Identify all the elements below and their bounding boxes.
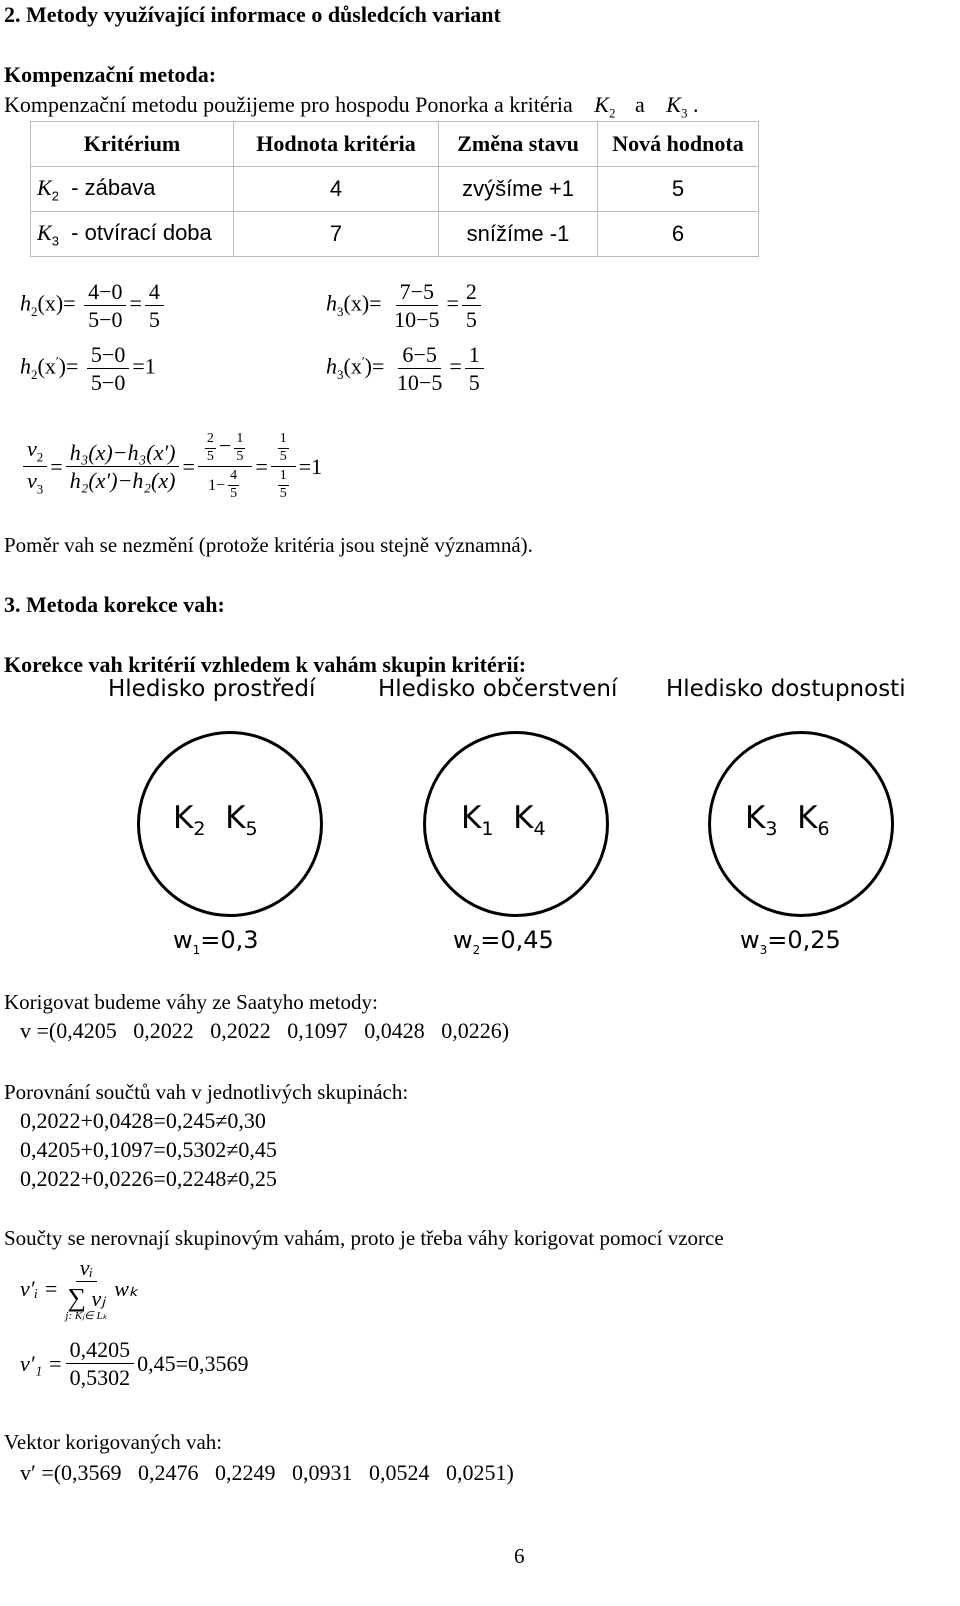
denominator: 5 [279, 486, 287, 502]
table-header: Nová hodnota [598, 122, 759, 167]
eq-sub: 3 [337, 367, 344, 383]
criterion: K [797, 800, 818, 836]
sum-index: j: Kⱼ∈ Lₖ [65, 1310, 108, 1323]
eq-sign: = [129, 290, 142, 316]
intro-k2-sub: 2 [608, 105, 616, 121]
saaty-label: Korigovat budeme váhy ze Saatyho metody: [4, 990, 378, 1014]
formula [20, 1256, 138, 1323]
group-criteria [173, 800, 258, 840]
group-label: Hledisko dostupnosti [666, 676, 906, 702]
denominator [61, 1282, 111, 1323]
equation-h2xp [20, 343, 156, 394]
equation-h3xp [326, 343, 487, 394]
fraction [228, 469, 239, 501]
numerator: 2 [462, 280, 481, 306]
fraction [145, 280, 164, 331]
sum-symbol: ∑ [67, 1283, 87, 1313]
weight-value: =0,3 [200, 926, 259, 954]
criterion-symbol: K [37, 219, 52, 245]
numerator: vᵢ [76, 1256, 97, 1282]
eq-result: =1 [132, 353, 156, 379]
ratio-v3: v [27, 468, 37, 494]
weight-value: =0,25 [767, 926, 841, 954]
group-criteria [745, 800, 830, 840]
denominator: 5 [279, 448, 287, 464]
eq-prime: ′ [55, 353, 59, 369]
eq-sub: 3 [337, 304, 344, 320]
table-row [31, 212, 759, 257]
fraction [390, 280, 443, 331]
fraction [84, 280, 126, 331]
equation-ratio: $\frac{v_2}{v_3}$ = $\frac{\text{h₃(x)−h₃(x′)}}{\text{h₂(x′)−h₂(x)}}$ = $\frac{2}{5}$ − $\frac{1}{5}$ 1− $\frac{4}{5}$ = $\frac{\frac{1}{5}}{\frac{1}{5}}$ =1 [20, 432, 322, 502]
weight-sub: 3 [759, 942, 768, 957]
denominator: 0,5302 [69, 1365, 131, 1391]
section-subheading: Korekce vah kritérií vzhledem k vahám skupin kritérií: [4, 652, 527, 677]
numerator: h₃(x)−h₃(x′) [66, 441, 180, 467]
intro-line [4, 92, 698, 121]
table-cell: 7 [234, 212, 439, 257]
numerator: 4 [145, 280, 164, 306]
fraction [393, 343, 446, 394]
numerator [271, 432, 296, 467]
group-criteria [461, 800, 546, 840]
denominator [23, 467, 47, 496]
numerator: 1 [465, 343, 484, 369]
intro-end: . [692, 92, 699, 117]
criterion: K [225, 800, 246, 836]
result-vector: v′ =(0,3569 0,2476 0,2249 0,0931 0,0524 0,0251) [20, 1460, 514, 1485]
table-cell: 5 [598, 167, 759, 212]
compare-line: 0,2022+0,0226=0,2248≠0,25 [20, 1166, 277, 1191]
fraction [23, 437, 47, 496]
table-header: Hodnota kritéria [234, 122, 439, 167]
weight-symbol: w [173, 926, 193, 954]
weight-symbol: w [740, 926, 760, 954]
eq-symbol: h [326, 290, 337, 316]
denominator: 5−0 [90, 370, 126, 396]
criteria-table [30, 121, 759, 257]
numerator: 1 [278, 432, 289, 449]
eq-sign: = [449, 353, 462, 379]
table-cell: snížíme -1 [439, 212, 598, 257]
fraction [66, 441, 180, 492]
fraction [234, 432, 245, 464]
table-cell: zvýšíme +1 [439, 167, 598, 212]
compare-line: 0,4205+0,1097=0,5302≠0,45 [20, 1137, 277, 1162]
table-cell: 4 [234, 167, 439, 212]
equation-h2x [20, 280, 167, 331]
minus: − [218, 433, 232, 459]
denominator [271, 467, 296, 501]
denominator: h₂(x′)−h₂(x) [69, 468, 176, 494]
group-weight [173, 926, 259, 957]
weight-value: =0,45 [480, 926, 554, 954]
eq-arg: (x)= [37, 290, 76, 316]
numerator: 7−5 [396, 280, 438, 306]
eq-sub: 2 [31, 367, 38, 383]
eq-arg: (x)= [343, 290, 382, 316]
numerator [198, 432, 252, 467]
table-cell [31, 167, 234, 212]
denominator: 5 [206, 448, 214, 464]
numerator: 4 [228, 469, 239, 486]
ratio-v3-sub: 3 [36, 481, 44, 497]
denominator: 10−5 [394, 307, 440, 333]
criterion-sub: 2 [193, 818, 206, 841]
fraction [278, 469, 289, 501]
result-label: Vektor korigovaných vah: [4, 1430, 223, 1454]
criterion: K [745, 800, 766, 836]
criterion: K [173, 800, 194, 836]
group-label: Hledisko prostředí [108, 676, 316, 702]
table-cell [31, 212, 234, 257]
method-title: Kompenzační metoda: [4, 62, 217, 87]
eq-prime: ′ [361, 353, 365, 369]
eq-symbol: h [20, 353, 31, 379]
table-cell: 6 [598, 212, 759, 257]
table-header: Kritérium [31, 122, 234, 167]
eq-sign: = [446, 290, 459, 316]
table-header-row [31, 122, 759, 167]
example-lhs: v′₁ = [20, 1350, 63, 1376]
ratio-v2-sub: 2 [36, 449, 44, 465]
formula-weight: wₖ [114, 1276, 139, 1302]
denominator: 5 [230, 486, 238, 502]
formula-lhs: v′ᵢ = [20, 1276, 59, 1302]
eq-symbol: h [326, 353, 337, 379]
eq-arg: (x [343, 353, 362, 379]
ratio-result: =1 [298, 453, 323, 479]
criterion-name: - otvírací doba [71, 219, 212, 245]
fraction [66, 1338, 135, 1389]
numerator: 4−0 [84, 280, 126, 306]
fraction [462, 280, 481, 331]
denominator: 5 [148, 307, 160, 333]
fraction [465, 343, 484, 394]
denominator: 10−5 [396, 370, 443, 396]
criterion-sub: 1 [481, 818, 494, 841]
one-minus: 1− [208, 477, 226, 495]
fraction [87, 343, 129, 394]
formula-example [20, 1338, 249, 1389]
numerator: 0,4205 [66, 1338, 135, 1364]
numerator: 2 [205, 432, 216, 449]
section-heading: 3. Metoda korekce vah: [4, 592, 225, 617]
formula-note: Součty se nerovnají skupinovým vahám, proto je třeba váhy korigovat pomocí vzorce [4, 1226, 724, 1250]
table-header: Změna stavu [439, 122, 598, 167]
ratio-note: Poměr vah se nezmění (protože kritéria jsou stejně významná). [4, 533, 533, 557]
group-weight [453, 926, 554, 957]
page-number: 6 [514, 1544, 525, 1568]
denominator: 5 [465, 307, 477, 333]
intro-text: Kompenzační metodu použijeme pro hospodu Ponorka a kritéria [4, 92, 573, 117]
criterion: K [513, 800, 534, 836]
eq-close: )= [364, 353, 385, 379]
denominator [204, 467, 246, 501]
ratio-v2: v [27, 436, 37, 462]
sum-term: vⱼ [91, 1286, 106, 1312]
intro-and: a [634, 92, 645, 117]
eq-symbol: h [20, 290, 31, 316]
table-row [31, 167, 759, 212]
weight-sub: 1 [192, 942, 201, 957]
fraction [278, 432, 289, 464]
intro-k3-sub: 3 [680, 105, 688, 121]
intro-k3: K [666, 92, 681, 117]
criterion: K [461, 800, 482, 836]
criterion-sub: 3 [765, 818, 778, 841]
fraction [61, 1256, 111, 1323]
fraction [198, 432, 252, 502]
example-rest: 0,45=0,3569 [137, 1350, 249, 1376]
fraction [205, 432, 216, 464]
compare-line: 0,2022+0,0428=0,245≠0,30 [20, 1108, 266, 1133]
intro-k2: K [594, 92, 609, 117]
numerator: 1 [234, 432, 245, 449]
eq-arg: (x [37, 353, 56, 379]
criterion-sub: 5 [245, 818, 258, 841]
denominator: 5 [468, 370, 480, 396]
denominator: 5 [236, 448, 244, 464]
numerator: 5−0 [87, 343, 129, 369]
eq-close: )= [58, 353, 79, 379]
group-weight [740, 926, 841, 957]
numerator: 6−5 [398, 343, 440, 369]
criterion-symbol: K [37, 174, 52, 200]
equation-h3x [326, 280, 484, 331]
criterion-sub: 2 [51, 188, 59, 204]
compare-label: Porovnání součtů vah v jednotlivých skupinách: [4, 1080, 409, 1104]
weight-symbol: w [453, 926, 473, 954]
saaty-vector: v =(0,4205 0,2022 0,2022 0,1097 0,0428 0,0226) [20, 1018, 510, 1043]
section-heading: 2. Metody využívající informace o důsledcích variant [4, 2, 501, 27]
criterion-name: - zábava [71, 174, 156, 200]
eq-sub: 2 [31, 304, 38, 320]
weight-sub: 2 [472, 942, 481, 957]
criterion-sub: 6 [817, 818, 830, 841]
denominator: 5−0 [88, 307, 123, 333]
criterion-sub: 4 [533, 818, 546, 841]
group-label: Hledisko občerstvení [378, 676, 618, 702]
criterion-sub: 3 [51, 233, 59, 249]
numerator: 1 [278, 469, 289, 486]
numerator [23, 437, 47, 467]
fraction [271, 432, 296, 502]
